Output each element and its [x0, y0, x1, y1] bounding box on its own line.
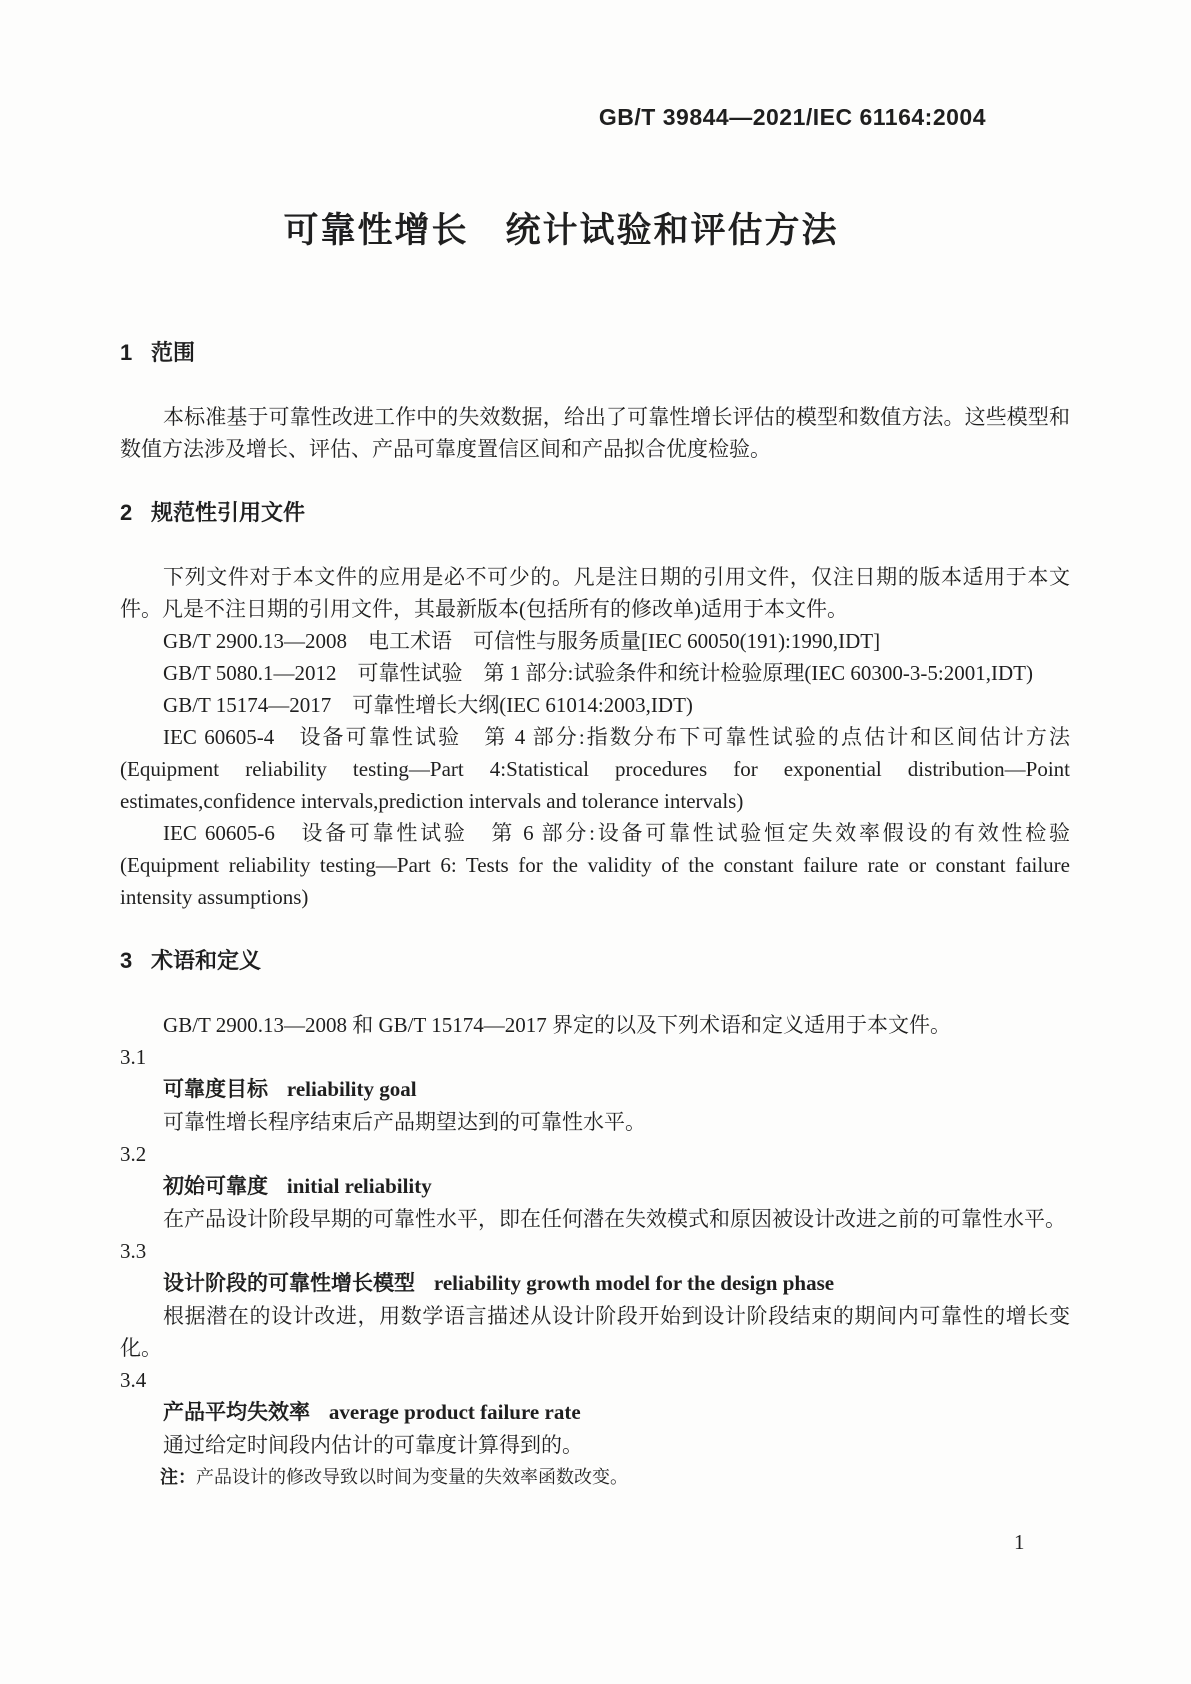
section-3-heading	[120, 945, 1070, 977]
normative-reference: IEC 60605-6 设备可靠性试验 第 6 部分:设备可靠性试验恒定失效率假设的有效性检验(Equipment reliability testing—Part 6: Tests for the validity of the constant failure rate or constant failure intensity assumptions)	[120, 821, 1070, 909]
term-entry	[120, 1235, 1070, 1364]
term-number: 3.2	[120, 1142, 147, 1166]
section-2-number: 2	[120, 500, 133, 525]
term-title	[120, 1267, 1070, 1300]
term-entry	[120, 1138, 1070, 1235]
term-chinese: 初始可靠度	[163, 1175, 268, 1198]
term-entry	[120, 1364, 1070, 1493]
section-3-title: 术语和定义	[150, 948, 261, 973]
normative-reference: IEC 60605-4 设备可靠性试验 第 4 部分:指数分布下可靠性试验的点估计和区间估计方法(Equipment reliability testing—Part 4:Statistical procedures for exponential distribution—Point estimates,confidence intervals,prediction intervals and tolerance intervals)	[120, 725, 1070, 813]
document-title: 可靠性增长 统计试验和评估方法	[283, 211, 839, 250]
term-definition: 在产品设计阶段早期的可靠性水平，即在任何潜在失效模式和原因被设计改进之前的可靠性水平。	[163, 1207, 1067, 1231]
term-entry	[120, 1041, 1070, 1138]
section-2-title: 规范性引用文件	[150, 500, 305, 525]
normative-reference: GB/T 5080.1—2012 可靠性试验 第 1 部分:试验条件和统计检验原理(IEC 60300-3-5:2001,IDT)	[163, 661, 1033, 685]
section-2-intro: 下列文件对于本文件的应用是必不可少的。凡是注日期的引用文件，仅注日期的版本适用于本文件。凡是不注日期的引用文件，其最新版本(包括所有的修改单)适用于本文件。	[120, 565, 1070, 621]
section-1-number: 1	[120, 340, 133, 365]
term-title	[120, 1170, 1070, 1203]
document-body	[120, 337, 1070, 1493]
term-title	[120, 1073, 1070, 1106]
page-number: 1	[1014, 1530, 1025, 1554]
term-definition: 可靠性增长程序结束后产品期望达到的可靠性水平。	[163, 1110, 647, 1134]
section-1-title: 范围	[150, 340, 195, 365]
section-1-heading	[120, 337, 1070, 369]
term-chinese: 设计阶段的可靠性增长模型	[163, 1272, 415, 1295]
term-english: reliability growth model for the design phase	[433, 1271, 835, 1295]
section-3-number: 3	[120, 948, 133, 973]
term-chinese: 产品平均失效率	[163, 1401, 310, 1424]
term-number: 3.3	[120, 1239, 147, 1263]
term-number: 3.4	[120, 1368, 147, 1392]
normative-reference: GB/T 2900.13—2008 电工术语 可信性与服务质量[IEC 60050(191):1990,IDT]	[163, 629, 881, 653]
term-definition: 通过给定时间段内估计的可靠度计算得到的。	[163, 1433, 584, 1457]
note-label: 注：	[160, 1467, 196, 1487]
normative-reference: GB/T 15174—2017 可靠性增长大纲(IEC 61014:2003,IDT)	[163, 693, 693, 717]
term-note	[120, 1461, 1070, 1493]
terms-list	[120, 1041, 1070, 1493]
note-text: 产品设计的修改导致以时间为变量的失效率函数改变。	[196, 1467, 628, 1487]
term-english: average product failure rate	[328, 1400, 581, 1424]
term-number: 3.1	[120, 1045, 147, 1069]
term-chinese: 可靠度目标	[163, 1078, 268, 1101]
section-1-paragraph: 本标准基于可靠性改进工作中的失效数据，给出了可靠性增长评估的模型和数值方法。这些模型和数值方法涉及增长、评估、产品可靠度置信区间和产品拟合优度检验。	[120, 405, 1070, 461]
section-2-heading	[120, 497, 1070, 529]
term-definition: 根据潜在的设计改进，用数学语言描述从设计阶段开始到设计阶段结束的期间内可靠性的增长变化。	[120, 1304, 1070, 1360]
term-english: reliability goal	[286, 1077, 417, 1101]
standard-number-header: GB/T 39844—2021/IEC 61164:2004	[598, 104, 986, 130]
section-3-intro: GB/T 2900.13—2008 和 GB/T 15174—2017 界定的以及下列术语和定义适用于本文件。	[163, 1013, 951, 1037]
term-title	[120, 1396, 1070, 1429]
term-english: initial reliability	[286, 1174, 432, 1198]
